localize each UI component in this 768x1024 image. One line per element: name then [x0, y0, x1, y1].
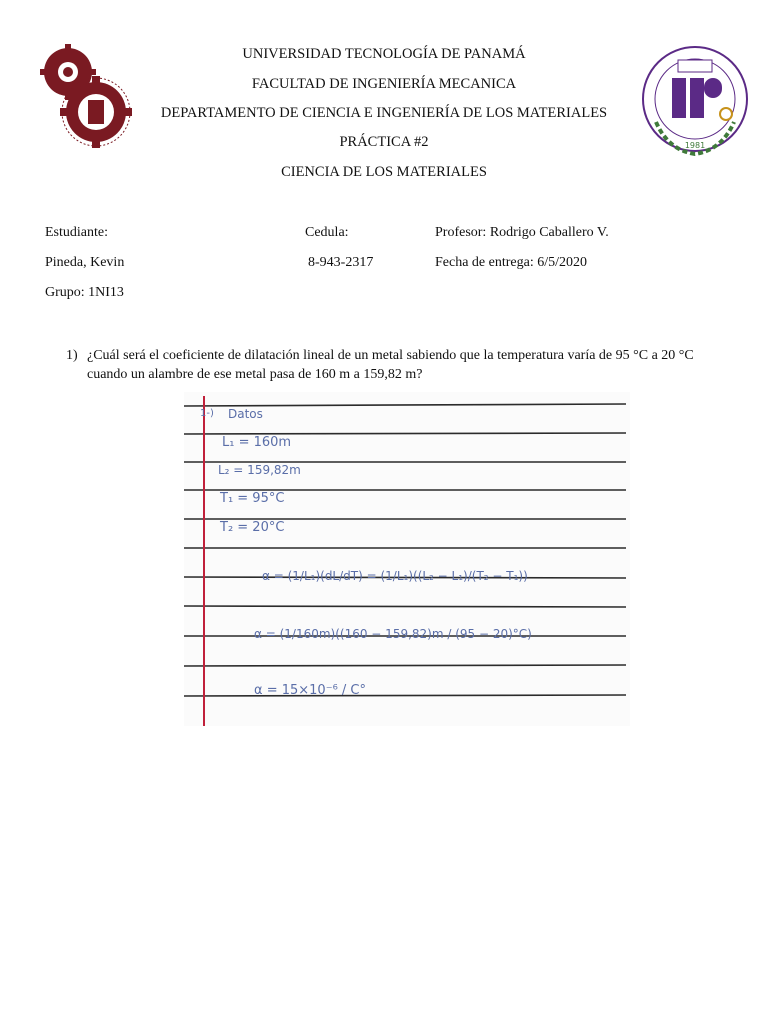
hw-t2: T₂ = 20°C [220, 520, 285, 535]
header-faculty: FACULTAD DE INGENIERÍA MECANICA [251, 76, 517, 92]
hw-l1: L₁ = 160m [222, 435, 292, 450]
header-department: DEPARTAMENTO DE CIENCIA E INGENIERÍA DE LOS MATERIALES [160, 105, 608, 121]
question-text: ¿Cuál será el coeficiente de dilatación lineal de un metal sabiendo que la temperatura varía de 95 °C a 20 °C cuando un alambre de ese metal pasa de 160 m a 159,82 m? [87, 348, 694, 382]
hw-result: α = 15×10⁻⁶ / C° [254, 683, 366, 698]
hw-item-number: 1-) [200, 408, 214, 419]
hw-substitution: α = (1/160m)((160 − 159,82)m / (95 − 20)°C) [254, 627, 532, 641]
notebook-page [184, 392, 630, 726]
hw-heading: Datos [228, 407, 263, 421]
hw-formula: α = (1/L₁)(dL/dT) = (1/L₁)((L₂ − L₁)/(T₂ − T₁)) [262, 569, 528, 583]
due-date-label: Fecha de entrega: 6/5/2020 [435, 255, 588, 270]
cedula-value: 8-943-2317 [308, 255, 374, 270]
handwritten-solution [184, 392, 630, 726]
student-name: Pineda, Kevin [45, 255, 125, 270]
student-label: Estudiante: [45, 225, 108, 240]
header-practice: PRÁCTICA #2 [339, 134, 429, 150]
header-university: UNIVERSIDAD TECNOLOGÍA DE PANAMÁ [242, 46, 526, 62]
question-number: 1) [66, 348, 78, 363]
header-course: CIENCIA DE LOS MATERIALES [281, 164, 487, 180]
group-label: Grupo: 1NI13 [45, 285, 124, 300]
professor-label: Profesor: Rodrigo Caballero V. [435, 225, 609, 240]
svg-text:1981: 1981 [684, 141, 706, 150]
cedula-label: Cedula: [305, 225, 349, 240]
hw-l2: L₂ = 159,82m [218, 463, 301, 477]
hw-t1: T₁ = 95°C [220, 491, 285, 506]
